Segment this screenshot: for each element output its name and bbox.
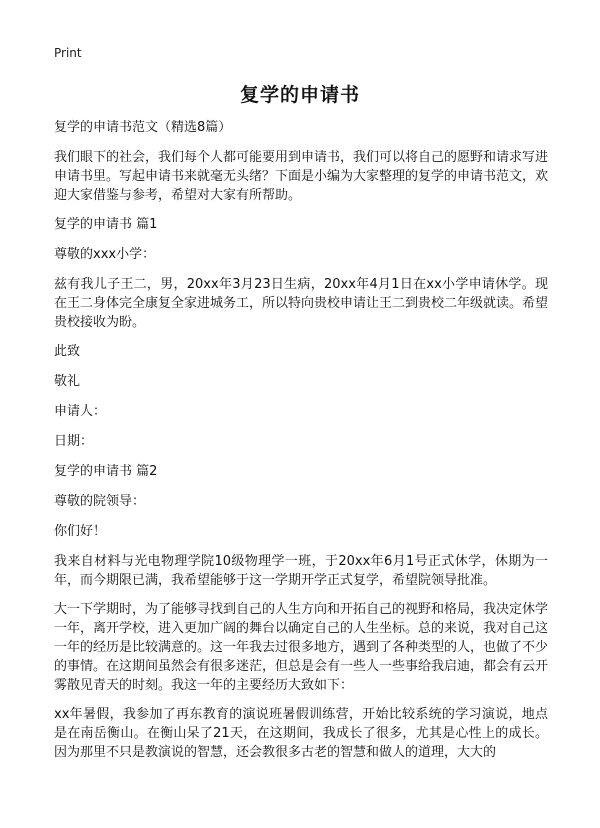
body-paragraph-3: 大一下学期时，为了能够寻找到自己的人生方向和开拓自己的视野和格局，我决定休学一年，离开学校，进入更加广阔的舞台以确定自己的人生坐标。总的来说，我对自己这一年的经历是比较满意的。这一年我去过很多地方，遇到了各种类型的人，也做了不少的事情。在这期间虽然会有很多迷茫，但总是会有一些人一些事给我启迪，都会有云开雾散见青天的时刻。我这一年的主要经历大致如下： xyxy=(54,602,549,693)
document-title: 复学的申请书 xyxy=(239,84,360,106)
print-link[interactable]: Print xyxy=(54,46,82,60)
salutation-2: 尊敬的院领导： xyxy=(54,494,146,509)
body-paragraph-1: 兹有我儿子王二，男，20xx年3月23日生病，20xx年4月1日在xx小学申请休学。现在王二身体完全康复全家进城务工，所以特向贵校申请让王二到贵校二年级就读。希望贵校接收为盼。 xyxy=(54,277,549,330)
date-line: 日期： xyxy=(54,434,94,449)
document-body xyxy=(54,118,548,772)
body-paragraph-2: 我来自材料与光电物理学院10级物理学一班，于20xx年6月1号正式休学，休期为一年，而今期限已满，我希望能够于这一学期开学正式复学，希望院领导批准。 xyxy=(54,554,548,588)
closing-jingli: 敬礼 xyxy=(54,374,81,389)
salutation-1: 尊敬的xxx小学： xyxy=(54,247,156,262)
greeting-line: 你们好！ xyxy=(54,524,107,539)
closing-cizhi: 此致 xyxy=(54,344,81,359)
body-paragraph-4: xx年暑假，我参加了再东教育的演说班暑假训练营，开始比较系统的学习演说，地点是在南岳衡山。在衡山呆了21天，在这期间，我成长了很多，尤其是心性上的成长。因为那里不只是教演说的智慧，还会教很多古老的智慧和做人的道理，大大的 xyxy=(54,707,548,760)
intro-paragraph: 我们眼下的社会，我们每个人都可能要用到申请书，我们可以将自己的愿野和请求写进申请书里。写起申请书来就毫无头绪？下面是小编为大家整理的复学的申请书范文，欢迎大家借鉴与参考，希望对大家有所帮助。 xyxy=(54,150,549,203)
section-heading-1: 复学的申请书 篇1 xyxy=(54,217,158,232)
applicant-line: 申请人： xyxy=(54,404,107,419)
intro-heading: 复学的申请书范文（精选8篇） xyxy=(54,120,232,135)
section-heading-2: 复学的申请书 篇2 xyxy=(54,464,158,479)
